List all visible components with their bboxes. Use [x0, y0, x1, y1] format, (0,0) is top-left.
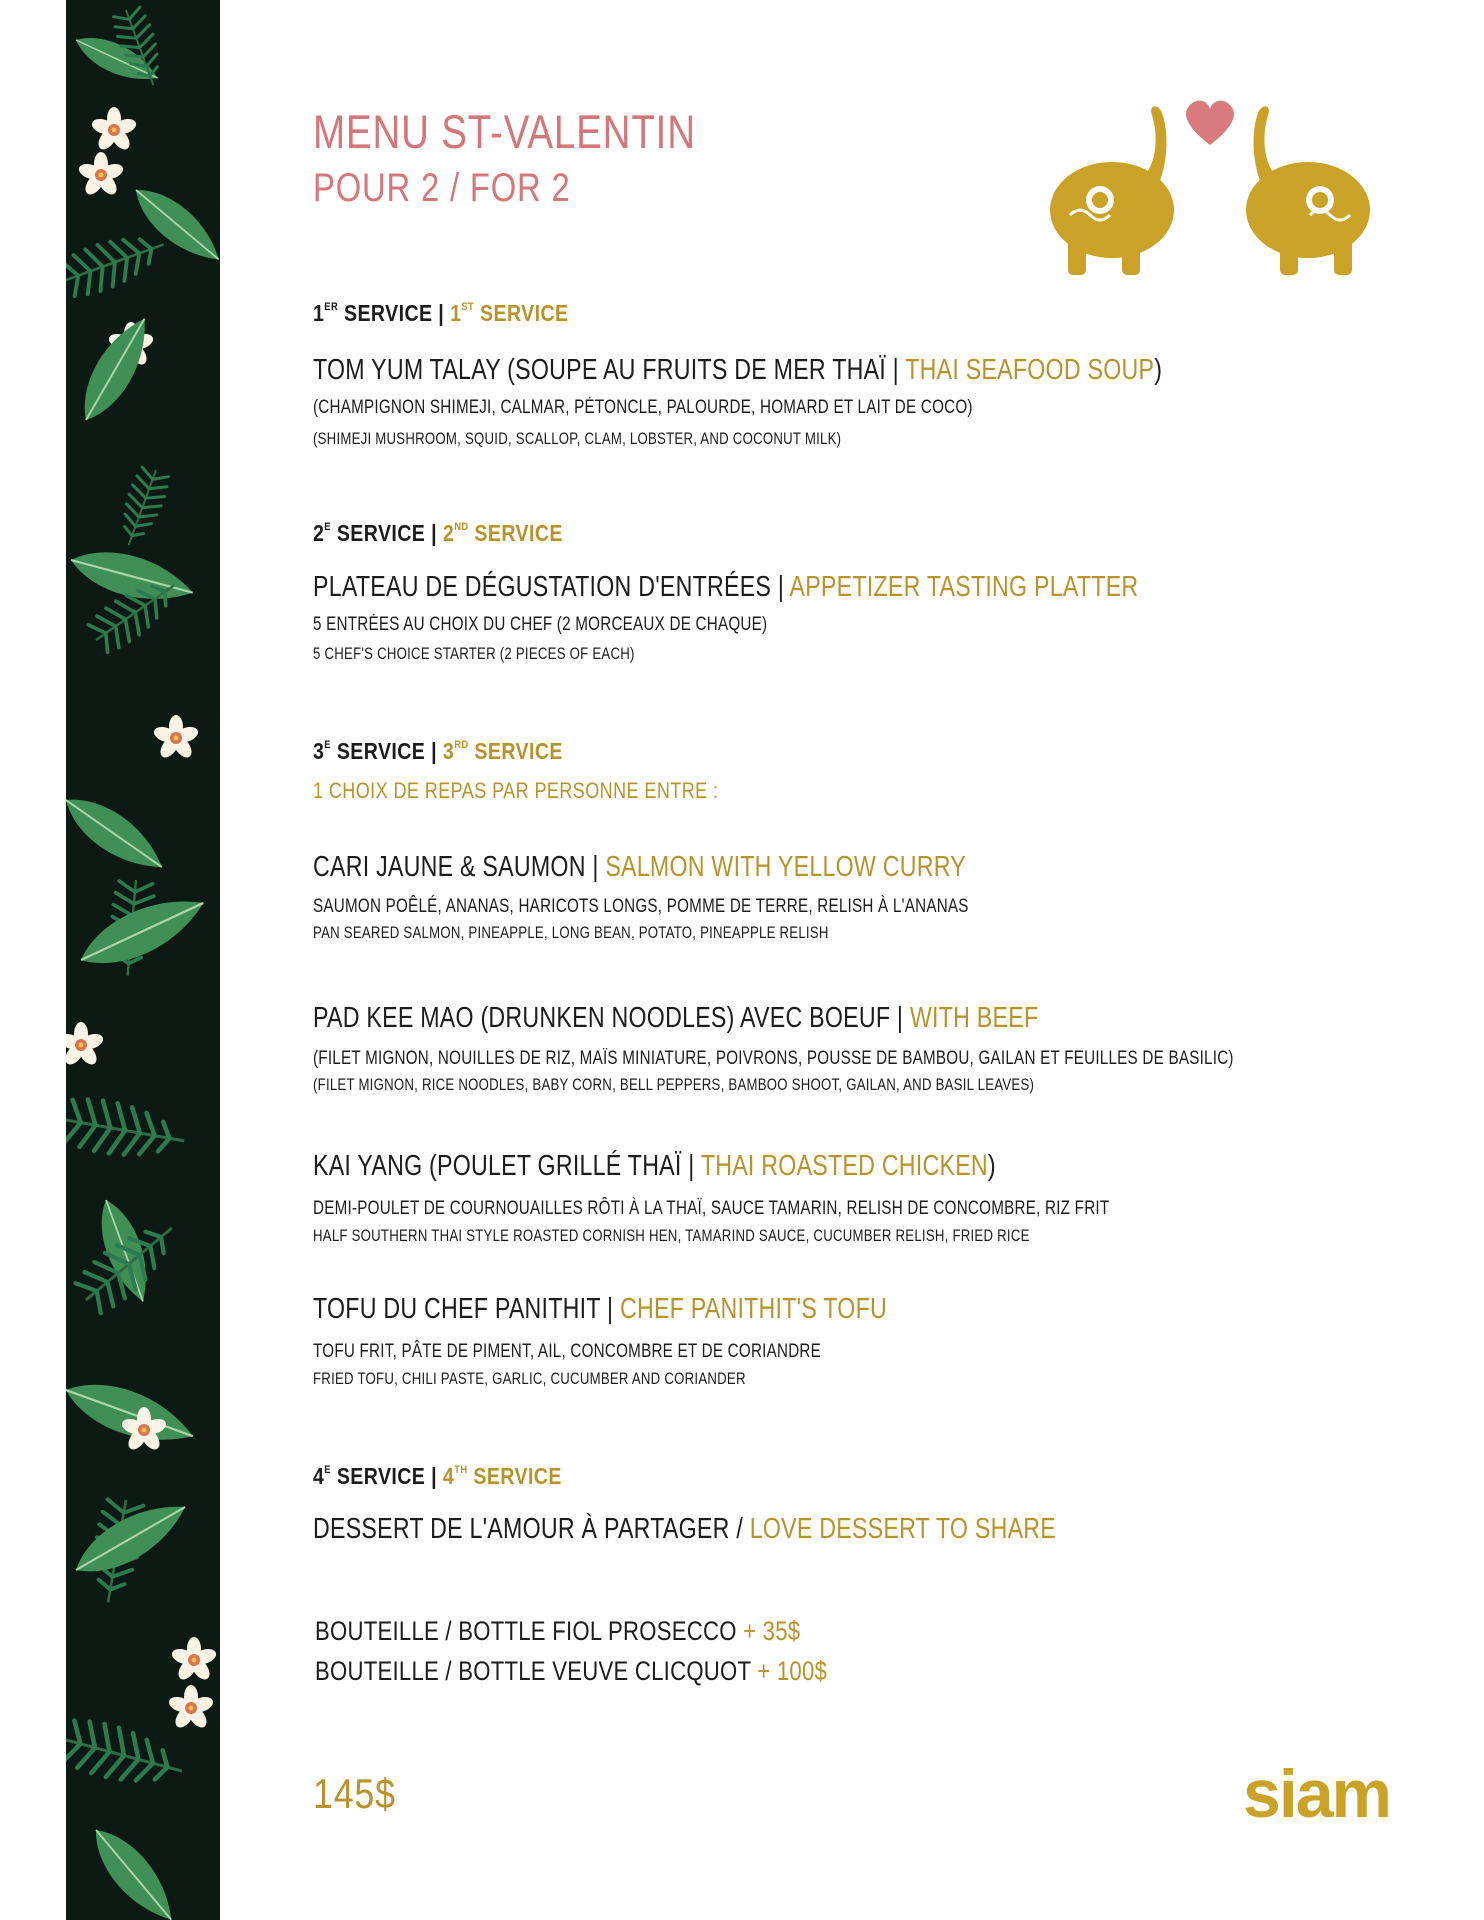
dish-title: TOM YUM TALAY (SOUPE AU FRUITS DE MER THAÏ | THAI SEAFOOD SOUP) — [313, 354, 1163, 386]
dish-description-en: (FILET MIGNON, RICE NOODLES, BABY CORN, BELL PEPPERS, BAMBOO SHOOT, GAILAN, AND BASIL LEAVES) — [313, 1076, 1035, 1094]
dish-title: DESSERT DE L'AMOUR À PARTAGER / LOVE DESSERT TO SHARE — [313, 1513, 1057, 1545]
dish-title: PAD KEE MAO (DRUNKEN NOODLES) AVEC BOEUF | WITH BEEF — [313, 1002, 1039, 1034]
dish-description-fr: DEMI-POULET DE COURNOUAILLES RÔTI À LA THAÏ, SAUCE TAMARIN, RELISH DE CONCOMBRE, RIZ FRIT — [313, 1198, 1110, 1219]
tropical-leaf-strip — [66, 0, 220, 1920]
dish-description-en: PAN SEARED SALMON, PINEAPPLE, LONG BEAN, POTATO, PINEAPPLE RELISH — [313, 924, 829, 942]
dish-description-en: (SHIMEJI MUSHROOM, SQUID, SCALLOP, CLAM, LOBSTER, AND COCONUT MILK) — [313, 430, 842, 448]
dish-description-fr: 5 ENTRÉES AU CHOIX DU CHEF (2 MORCEAUX DE CHAQUE) — [313, 614, 768, 635]
dish-description-fr: (FILET MIGNON, NOUILLES DE RIZ, MAÏS MINIATURE, POIVRONS, POUSSE DE BAMBOU, GAILAN ET FEUILLES DE BASILIC) — [313, 1048, 1234, 1069]
menu-title: MENU ST-VALENTIN — [313, 105, 696, 158]
elephant-icon — [1246, 106, 1370, 275]
heart-icon — [1186, 101, 1234, 145]
tropical-leaves-pattern — [66, 0, 220, 1920]
menu-subtitle: POUR 2 / FOR 2 — [313, 166, 571, 210]
dish-title: TOFU DU CHEF PANITHIT | CHEF PANITHIT'S TOFU — [313, 1293, 887, 1325]
dish-description-fr: (CHAMPIGNON SHIMEJI, CALMAR, PÉTONCLE, PALOURDE, HOMARD ET LAIT DE COCO) — [313, 397, 973, 418]
service-heading-3: $3^E$ SERVICE | 3RD SERVICE — [313, 738, 563, 764]
meal-choice-note: 1 CHOIX DE REPAS PAR PERSONNE ENTRE : — [313, 778, 719, 803]
elephant-couple-illustration — [1040, 95, 1380, 290]
dish-title: PLATEAU DE DÉGUSTATION D'ENTRÉES | APPETIZER TASTING PLATTER — [313, 571, 1139, 603]
bottle-option: BOUTEILLE / BOTTLE VEUVE CLICQUOT + 100$ — [315, 1656, 828, 1686]
dish-title: KAI YANG (POULET GRILLÉ THAÏ | THAI ROASTED CHICKEN) — [313, 1150, 996, 1182]
service-heading-1: 1ER SERVICE | 1ST SERVICE — [313, 300, 569, 326]
dish-title: CARI JAUNE & SAUMON | SALMON WITH YELLOW CURRY — [313, 851, 967, 883]
siam-logo: siam — [1243, 1756, 1390, 1832]
bottle-option: BOUTEILLE / BOTTLE FIOL PROSECCO + 35$ — [315, 1616, 801, 1646]
dish-description-en: FRIED TOFU, CHILI PASTE, GARLIC, CUCUMBER AND CORIANDER — [313, 1370, 746, 1388]
service-heading-4: $4^E$ SERVICE | 4TH SERVICE — [313, 1463, 562, 1489]
dish-description-en: HALF SOUTHERN THAI STYLE ROASTED CORNISH HEN, TAMARIND SAUCE, CUCUMBER RELISH, FRIED RICE — [313, 1227, 1030, 1245]
dish-description-fr: SAUMON POÊLÉ, ANANAS, HARICOTS LONGS, POMME DE TERRE, RELISH À L'ANANAS — [313, 896, 969, 917]
dish-description-en: 5 CHEF'S CHOICE STARTER (2 PIECES OF EACH) — [313, 645, 635, 663]
dish-description-fr: TOFU FRIT, PÂTE DE PIMENT, AIL, CONCOMBRE ET DE CORIANDRE — [313, 1341, 822, 1362]
menu-price: 145$ — [313, 1770, 396, 1817]
elephant-icon — [1050, 106, 1174, 275]
service-heading-2: $2^E$ SERVICE | 2ND SERVICE — [313, 520, 563, 546]
